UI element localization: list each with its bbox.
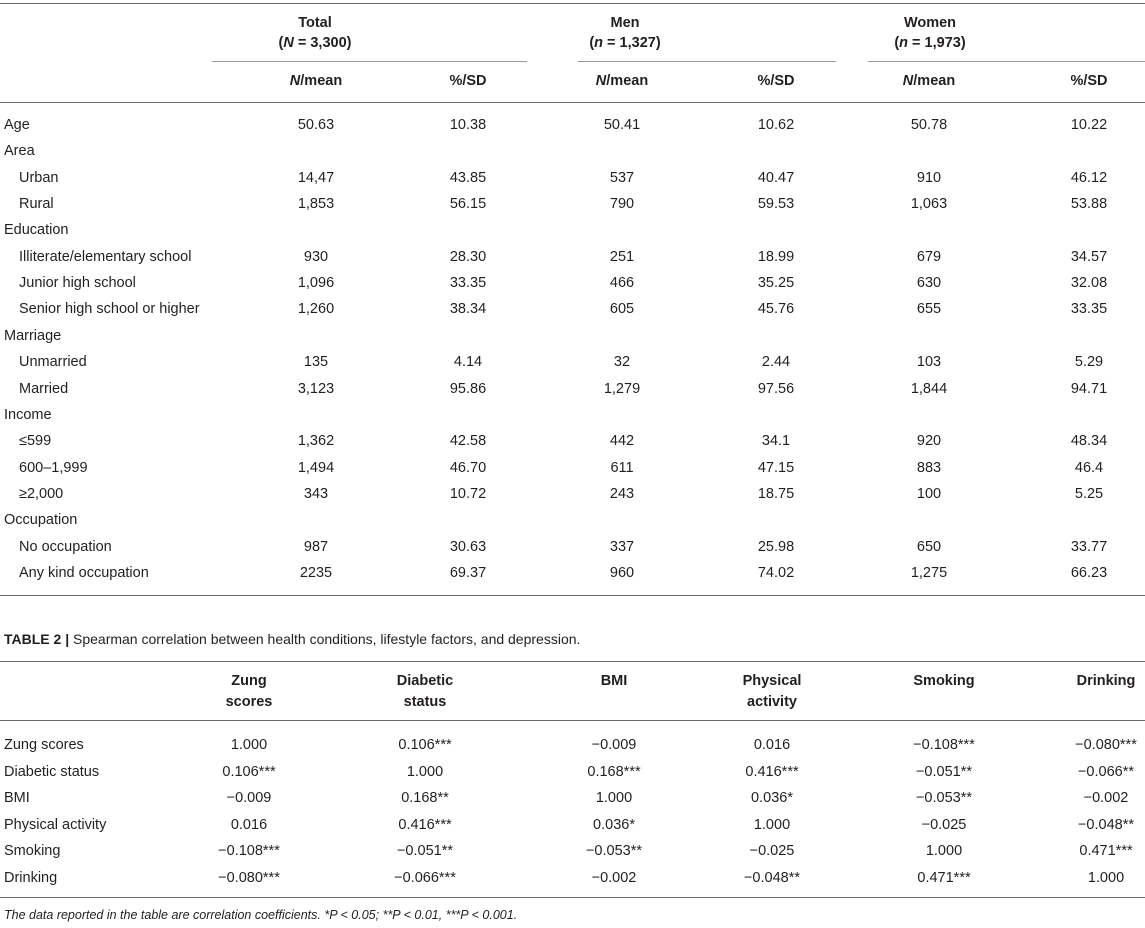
table1-cell: 18.75 <box>757 486 795 502</box>
table1-cell: 910 <box>916 170 942 186</box>
subheader-n-mean: N/mean <box>595 73 649 89</box>
table2-col-header: scores <box>225 694 273 710</box>
table1-cell: 14,47 <box>297 170 335 186</box>
table1-cell: 33.35 <box>1070 301 1108 317</box>
table1-cell: 32.08 <box>1070 275 1108 291</box>
table2-cell: −0.002 <box>591 870 637 886</box>
table2-caption-label: TABLE 2 | <box>4 631 70 647</box>
table1-cell: 5.25 <box>1074 486 1104 502</box>
table1-cell: 960 <box>609 565 635 581</box>
table1-cell: 28.30 <box>449 249 487 265</box>
table1-cell: 4.14 <box>453 354 483 370</box>
table1-group-rule-women <box>868 61 1145 62</box>
table2-top-rule <box>0 661 1145 662</box>
table2-cell: −0.053** <box>915 790 973 806</box>
table2-cell: 1.000 <box>1087 870 1125 886</box>
table2-col-header: Zung <box>231 673 267 689</box>
table1-cell: 53.88 <box>1070 196 1108 212</box>
table1-cell: 251 <box>609 249 635 265</box>
table1-row-label: Junior high school <box>19 275 136 291</box>
table2-cell: −0.066*** <box>394 870 456 886</box>
table1-cell: 47.15 <box>757 460 795 476</box>
table2-row-label: Diabetic status <box>4 764 100 780</box>
table2-col-header: BMI <box>600 673 628 689</box>
table1-cell: 987 <box>303 539 329 555</box>
table2-cell: 0.168** <box>401 790 449 806</box>
table1-group-title-men: Men <box>610 15 640 31</box>
table1-cell: 337 <box>609 539 635 555</box>
table1-cell: 466 <box>609 275 635 291</box>
table1-cell: 1,853 <box>297 196 335 212</box>
table1-row-label: Unmarried <box>19 354 87 370</box>
table1-cell: 930 <box>303 249 329 265</box>
table1-cell: 10.22 <box>1070 117 1108 133</box>
table2-bottom-rule <box>0 897 1145 898</box>
table1-cell: 100 <box>916 486 942 502</box>
table1-cell: 2.44 <box>761 354 791 370</box>
table2-col-header: activity <box>747 694 797 710</box>
table2-cell: 0.016 <box>753 737 791 753</box>
table2-cell: −0.053** <box>585 843 643 859</box>
table1-row-label: Illiterate/elementary school <box>19 249 192 265</box>
table1-cell: 45.76 <box>757 301 795 317</box>
table1-cell: 442 <box>609 433 635 449</box>
table1-bottom-rule <box>0 595 1145 596</box>
table2-cell: 0.471*** <box>1079 843 1133 859</box>
table1-cell: 10.38 <box>449 117 487 133</box>
table1-row-label: No occupation <box>19 539 112 555</box>
table1-group-n-total: (N = 3,300) <box>278 35 352 51</box>
table2-cell: −0.108*** <box>218 843 280 859</box>
table1-cell: 48.34 <box>1070 433 1108 449</box>
subheader-n-mean: N/mean <box>289 73 343 89</box>
table1-row-label: Area <box>4 143 35 159</box>
table1-row-label: Occupation <box>4 512 78 528</box>
table1-cell: 95.86 <box>449 381 487 397</box>
table2-cell: 0.016 <box>230 817 268 833</box>
table1-top-rule <box>0 3 1145 4</box>
table2-cell: −0.048** <box>1077 817 1135 833</box>
table1-row-label: Urban <box>19 170 59 186</box>
subheader-pct-sd: %/SD <box>1070 73 1108 89</box>
table1-row-label: ≥2,000 <box>19 486 64 502</box>
table1-group-n-women: (n = 1,973) <box>894 35 966 51</box>
table1-cell: 43.85 <box>449 170 487 186</box>
table2-cell: 1.000 <box>595 790 633 806</box>
table1-group-title-women: Women <box>903 15 957 31</box>
table1-cell: 30.63 <box>449 539 487 555</box>
table1-cell: 135 <box>303 354 329 370</box>
table1-cell: 42.58 <box>449 433 487 449</box>
table1-header-rule <box>0 102 1145 103</box>
table1-cell: 1,494 <box>297 460 335 476</box>
table1-cell: 343 <box>303 486 329 502</box>
table1-group-n-men: (n = 1,327) <box>589 35 661 51</box>
table2-cell: 0.471*** <box>917 870 971 886</box>
table1-cell: 32 <box>613 354 631 370</box>
table2-cell: 0.106*** <box>222 764 276 780</box>
table2-cell: −0.009 <box>591 737 637 753</box>
table2-col-header: Physical <box>742 673 802 689</box>
table1-cell: 50.63 <box>297 117 335 133</box>
table1-cell: 38.34 <box>449 301 487 317</box>
table1-group-rule-total <box>212 61 527 62</box>
table2-cell: 0.168*** <box>587 764 641 780</box>
table1-cell: 605 <box>609 301 635 317</box>
table1-row-label: Rural <box>19 196 54 212</box>
table2-cell: −0.025 <box>921 817 967 833</box>
table1-cell: 655 <box>916 301 942 317</box>
table2-cell: −0.080*** <box>1075 737 1137 753</box>
table2-footnote: The data reported in the table are correlation coefficients. *P < 0.05; **P < 0.01, ***P < 0.001. <box>4 908 518 922</box>
table1-cell: 94.71 <box>1070 381 1108 397</box>
table2-row-label: Physical activity <box>4 817 107 833</box>
table1-cell: 33.35 <box>449 275 487 291</box>
table1-cell: 46.4 <box>1074 460 1104 476</box>
table1-cell: 1,362 <box>297 433 335 449</box>
table1-cell: 103 <box>916 354 942 370</box>
table2-row-label: Zung scores <box>4 737 84 753</box>
table1-row-label: ≤599 <box>19 433 52 449</box>
table1-cell: 33.77 <box>1070 539 1108 555</box>
subheader-pct-sd: %/SD <box>449 73 487 89</box>
table1-cell: 56.15 <box>449 196 487 212</box>
table2-row-label: Smoking <box>4 843 61 859</box>
table1-cell: 1,844 <box>910 381 948 397</box>
table1-cell: 1,275 <box>910 565 948 581</box>
table2-cell: −0.080*** <box>218 870 280 886</box>
table1-cell: 34.1 <box>761 433 791 449</box>
table2-cell: −0.048** <box>743 870 801 886</box>
table2-col-header: status <box>403 694 447 710</box>
table2-caption <box>4 631 580 647</box>
table1-cell: 10.72 <box>449 486 487 502</box>
table1-cell: 920 <box>916 433 942 449</box>
table1-row-label: Any kind occupation <box>19 565 149 581</box>
table2-row-label: BMI <box>4 790 30 806</box>
table1-cell: 46.12 <box>1070 170 1108 186</box>
table1-cell: 790 <box>609 196 635 212</box>
subheader-n-mean: N/mean <box>902 73 956 89</box>
table1-row-label: Senior high school or higher <box>19 301 200 317</box>
table1-cell: 2235 <box>299 565 333 581</box>
table1-cell: 3,123 <box>297 381 335 397</box>
table2-cell: 1.000 <box>753 817 791 833</box>
table2-col-header: Drinking <box>1076 673 1136 689</box>
table2-cell: −0.051** <box>396 843 454 859</box>
table1-row-label: Age <box>4 117 30 133</box>
table1-cell: 50.41 <box>603 117 641 133</box>
table1-cell: 34.57 <box>1070 249 1108 265</box>
table2-cell: −0.108*** <box>913 737 975 753</box>
table1-cell: 50.78 <box>910 117 948 133</box>
table1-cell: 18.99 <box>757 249 795 265</box>
table2-caption-text: Spearman correlation between health conditions, lifestyle factors, and depression. <box>73 631 581 647</box>
table1-group-rule-men <box>578 61 836 62</box>
table1-cell: 1,096 <box>297 275 335 291</box>
table2-cell: 0.036* <box>751 790 793 806</box>
table1-cell: 35.25 <box>757 275 795 291</box>
table1-group-title-total: Total <box>298 15 332 31</box>
table1-cell: 679 <box>916 249 942 265</box>
table2-cell: 1.000 <box>406 764 444 780</box>
table2-cell: −0.066** <box>1077 764 1135 780</box>
table2-cell: 0.036* <box>593 817 635 833</box>
table1-row-label: 600–1,999 <box>19 460 88 476</box>
table1-cell: 1,260 <box>297 301 335 317</box>
table1-cell: 46.70 <box>449 460 487 476</box>
table2-cell: 1.000 <box>925 843 963 859</box>
table2-cell: 0.106*** <box>398 737 452 753</box>
table1-cell: 10.62 <box>757 117 795 133</box>
table2-cell: −0.002 <box>1083 790 1129 806</box>
table1-cell: 40.47 <box>757 170 795 186</box>
table1-cell: 650 <box>916 539 942 555</box>
table1-cell: 97.56 <box>757 381 795 397</box>
table2-col-header: Diabetic <box>396 673 454 689</box>
table1-cell: 537 <box>609 170 635 186</box>
table1-cell: 66.23 <box>1070 565 1108 581</box>
table1-cell: 69.37 <box>449 565 487 581</box>
subheader-pct-sd: %/SD <box>757 73 795 89</box>
table2-cell: −0.051** <box>915 764 973 780</box>
table1-row-label: Education <box>4 222 69 238</box>
table1-cell: 1,063 <box>910 196 948 212</box>
table1-cell: 630 <box>916 275 942 291</box>
table1-cell: 243 <box>609 486 635 502</box>
table2-cell: 0.416*** <box>398 817 452 833</box>
table2-header-rule <box>0 720 1145 721</box>
table1-cell: 5.29 <box>1074 354 1104 370</box>
table1-cell: 59.53 <box>757 196 795 212</box>
table2-cell: −0.025 <box>749 843 795 859</box>
table1-cell: 74.02 <box>757 565 795 581</box>
table2-cell: 1.000 <box>230 737 268 753</box>
table2-cell: −0.009 <box>226 790 272 806</box>
table2-col-header: Smoking <box>913 673 975 689</box>
table1-cell: 1,279 <box>603 381 641 397</box>
table2-row-label: Drinking <box>4 870 58 886</box>
table2-cell: 0.416*** <box>745 764 799 780</box>
table1-row-label: Marriage <box>4 328 62 344</box>
table1-cell: 883 <box>916 460 942 476</box>
table1-row-label: Married <box>19 381 69 397</box>
table1-row-label: Income <box>4 407 52 423</box>
table1-cell: 25.98 <box>757 539 795 555</box>
table1-cell: 611 <box>610 460 634 476</box>
